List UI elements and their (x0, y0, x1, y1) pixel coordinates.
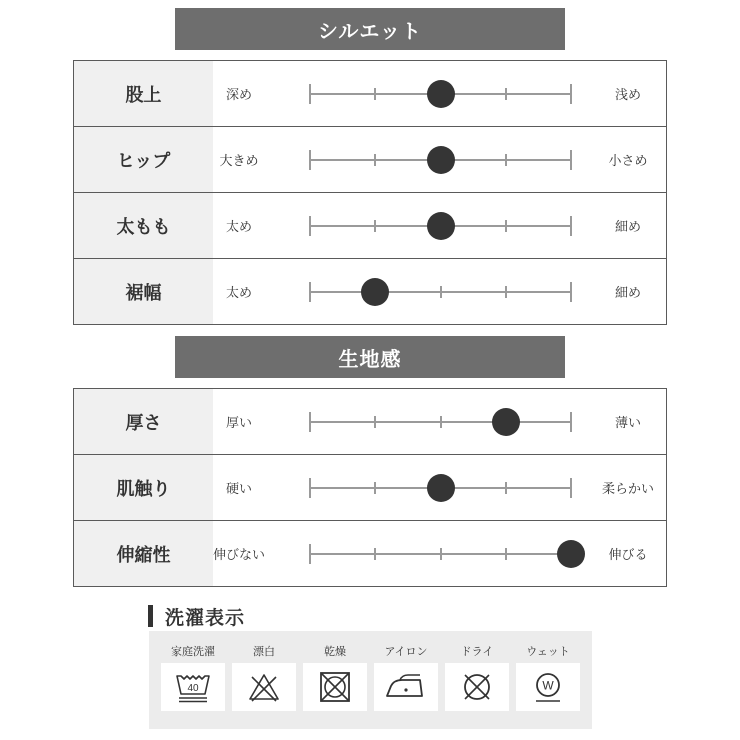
wash-item-label: ウェット (526, 645, 570, 658)
wash-item-label: 家庭洗濯 (171, 645, 215, 658)
scale-left-label: 硬い (225, 482, 252, 497)
no-bleach-icon (232, 663, 296, 711)
row-label: 厚さ (74, 389, 213, 454)
scale-right-label: 浅め (614, 88, 641, 103)
scale-tick (309, 544, 311, 564)
row-label: ヒップ (74, 127, 213, 192)
scale-tick (505, 548, 507, 560)
scale-right-label: 伸びる (608, 548, 648, 563)
scale-tick (570, 150, 572, 170)
scale-marker-dot (492, 408, 520, 436)
scale-tick (374, 154, 376, 166)
scale-right-label: 小さめ (608, 154, 648, 169)
rating-scale (310, 259, 571, 324)
table-row (74, 389, 666, 455)
scale-tick (505, 154, 507, 166)
wash-item-label: 漂白 (253, 645, 275, 658)
wet-clean-letter: W (542, 678, 554, 693)
scale-tick (309, 150, 311, 170)
row-label: 伸縮性 (74, 521, 213, 586)
scale-right-label: 薄い (614, 416, 641, 431)
wash-panel (149, 631, 592, 729)
wash-item-label: アイロン (384, 645, 428, 658)
scale-marker-dot (427, 80, 455, 108)
wash-item-wet-clean (516, 631, 580, 729)
scale-left-label: 大きめ (219, 154, 259, 169)
wash-item-label: 乾燥 (324, 645, 346, 658)
scale-tick (505, 482, 507, 494)
row-label: 裾幅 (74, 259, 213, 324)
scale-tick (374, 88, 376, 100)
scale-tick (570, 478, 572, 498)
scale-tick (505, 220, 507, 232)
title-bar-decoration (148, 605, 153, 627)
table-row (74, 259, 666, 324)
table-row (74, 455, 666, 521)
scale-marker-dot (427, 212, 455, 240)
scale-tick (570, 84, 572, 104)
scale-right-label: 柔らかい (601, 482, 654, 497)
scale-marker-dot (427, 474, 455, 502)
silhouette-section-title: シルエット (175, 8, 565, 50)
scale-tick (309, 84, 311, 104)
wash-item-home-wash (161, 631, 225, 729)
wash-item-dry (303, 631, 367, 729)
scale-tick (374, 482, 376, 494)
table-row (74, 193, 666, 259)
scale-tick (505, 286, 507, 298)
wash-item-dry-clean (445, 631, 509, 729)
rating-scale (310, 193, 571, 258)
wet-clean-icon (516, 663, 580, 711)
table-row (74, 127, 666, 193)
wash-item-iron (374, 631, 438, 729)
scale-tick (309, 282, 311, 302)
scale-tick (309, 412, 311, 432)
scale-left-label: 深め (225, 88, 252, 103)
scale-tick (570, 412, 572, 432)
fabric-section-title: 生地感 (175, 336, 565, 378)
scale-tick (570, 216, 572, 236)
fabric-table (73, 388, 667, 587)
row-label: 肌触り (74, 455, 213, 520)
scale-left-label: 太め (225, 286, 252, 301)
scale-tick (440, 286, 442, 298)
scale-marker-dot (361, 278, 389, 306)
scale-marker-dot (557, 540, 585, 568)
scale-tick (374, 220, 376, 232)
wash-item-bleach (232, 631, 296, 729)
no-tumble-dry-icon (303, 663, 367, 711)
rating-scale (310, 389, 571, 454)
iron-low-icon (374, 663, 438, 711)
scale-tick (505, 88, 507, 100)
scale-right-label: 細め (614, 220, 641, 235)
scale-left-label: 厚い (225, 416, 252, 431)
row-label: 太もも (74, 193, 213, 258)
silhouette-table (73, 60, 667, 325)
row-label: 股上 (74, 61, 213, 126)
scale-tick (309, 216, 311, 236)
table-row (74, 521, 666, 586)
rating-scale (310, 61, 571, 126)
scale-right-label: 細め (614, 286, 641, 301)
rating-scale (310, 127, 571, 192)
wash-item-label: ドライ (460, 645, 494, 658)
scale-tick (570, 282, 572, 302)
rating-scale (310, 455, 571, 520)
wash-section-title (148, 603, 245, 629)
scale-tick (374, 548, 376, 560)
scale-left-label: 太め (225, 220, 252, 235)
table-row (74, 61, 666, 127)
rating-scale (310, 521, 571, 586)
scale-tick (440, 548, 442, 560)
wash-title-text: 洗濯表示 (165, 606, 246, 629)
scale-tick (374, 416, 376, 428)
scale-tick (309, 478, 311, 498)
wash-tub-40-icon (161, 663, 225, 711)
no-dry-clean-icon (445, 663, 509, 711)
scale-tick (440, 416, 442, 428)
scale-left-label: 伸びない (212, 548, 265, 563)
wash-temp-label: 40 (187, 683, 199, 694)
scale-marker-dot (427, 146, 455, 174)
